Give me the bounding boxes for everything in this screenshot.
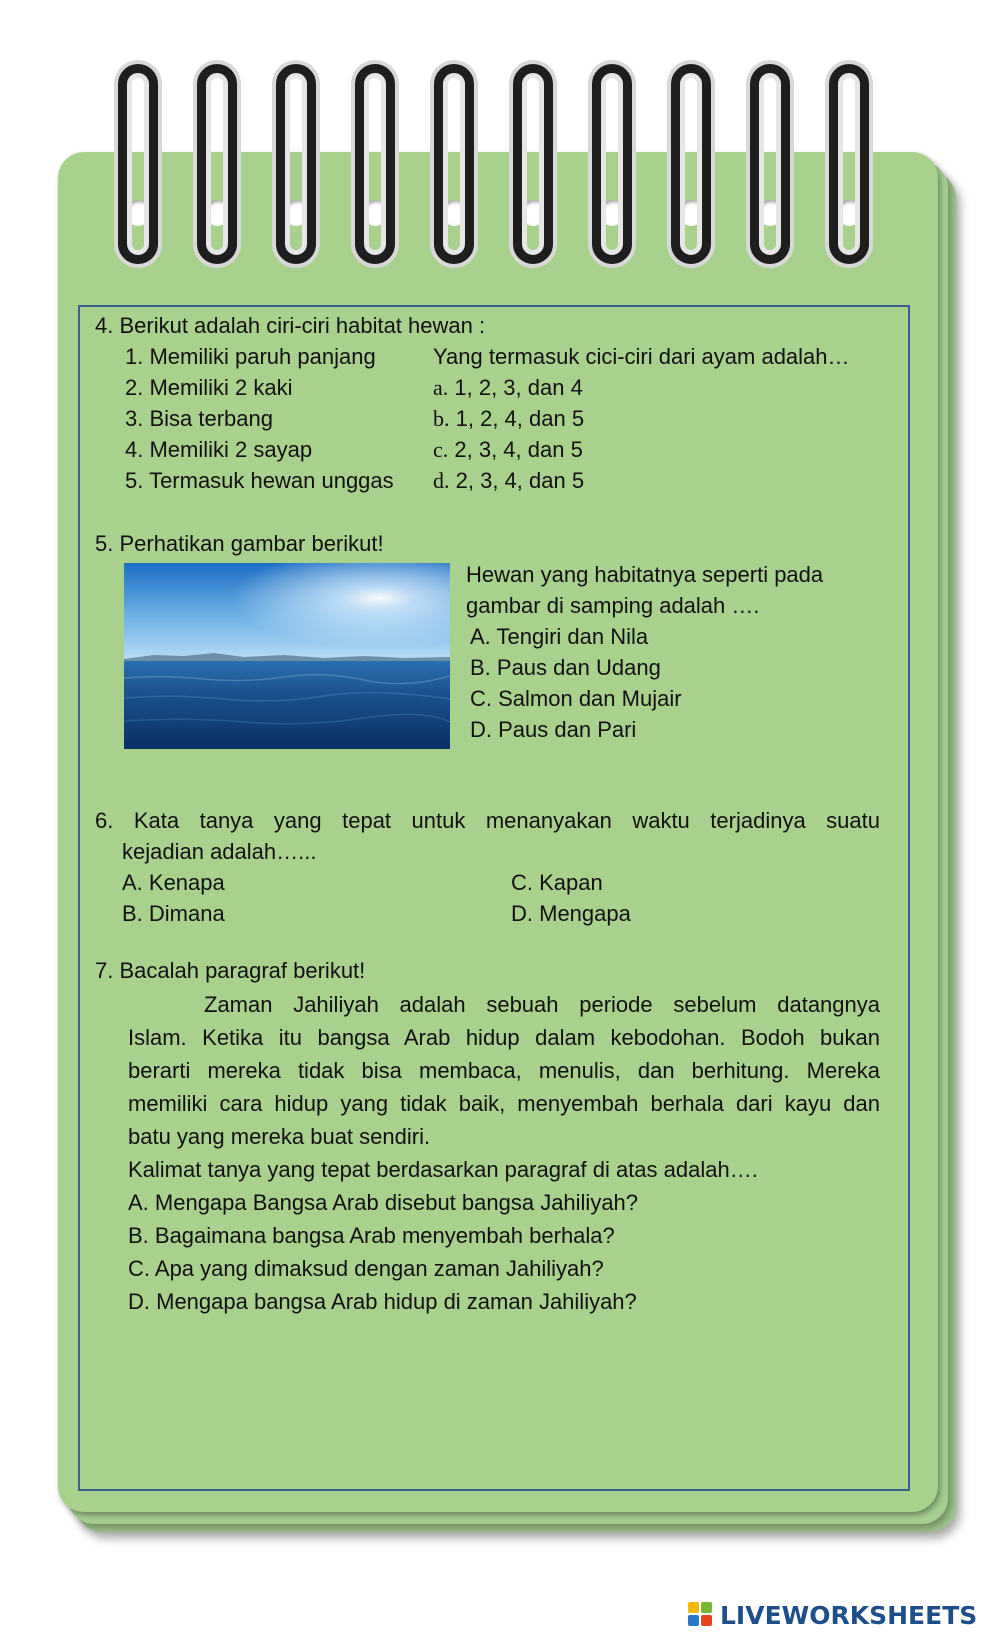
spiral-ring xyxy=(276,64,316,264)
q7-paragraph-line: memiliki cara hidup yang tidak baik, menyembah berhala dari kayu dan xyxy=(128,1091,880,1116)
q7-prompt: Kalimat tanya yang tepat berdasarkan paragraf di atas adalah…. xyxy=(128,1157,758,1182)
option-text: 2, 3, 4, dan 5 xyxy=(454,437,583,462)
q5-option-b[interactable]: B. Paus dan Udang xyxy=(470,655,661,680)
spiral-ring xyxy=(671,64,711,264)
logo-mark-icon xyxy=(688,1602,714,1628)
option-text: 2, 3, 4, dan 5 xyxy=(455,468,585,493)
option-letter: d. xyxy=(433,468,450,493)
q4-title: 4. Berikut adalah ciri-ciri habitat hewan : xyxy=(95,313,486,338)
q6-option-d[interactable]: D. Mengapa xyxy=(511,901,631,926)
sea-image xyxy=(124,563,450,749)
spiral-ring xyxy=(829,64,869,264)
q7-option-b[interactable]: B. Bagaimana bangsa Arab menyembah berhala? xyxy=(128,1223,615,1248)
q6-option-a[interactable]: A. Kenapa xyxy=(122,870,225,895)
q4-option-a[interactable] xyxy=(433,373,583,403)
q4-item: 5. Termasuk hewan unggas xyxy=(125,468,394,493)
spiral-ring xyxy=(118,64,158,264)
q7-option-a[interactable]: A. Mengapa Bangsa Arab disebut bangsa Jahiliyah? xyxy=(128,1190,639,1215)
liveworksheets-logo xyxy=(688,1598,977,1632)
q5-title: 5. Perhatikan gambar berikut! xyxy=(95,531,384,556)
spiral-ring xyxy=(355,64,395,264)
q5-prompt-line1: Hewan yang habitatnya seperti pada xyxy=(466,562,824,587)
option-letter: a. xyxy=(433,375,449,400)
spiral-ring xyxy=(434,64,474,264)
q4-item: 4. Memiliki 2 sayap xyxy=(125,437,313,462)
q5-prompt-line2: gambar di samping adalah …. xyxy=(466,593,760,618)
q6-text-line1: 6. Kata tanya yang tepat untuk menanyakan waktu terjadinya suatu xyxy=(95,808,880,833)
q4-item: 2. Memiliki 2 kaki xyxy=(125,375,293,400)
option-text: 1, 2, 3, dan 4 xyxy=(454,375,583,400)
logo-text: LIVEWORKSHEETS xyxy=(720,1600,978,1630)
q7-paragraph-line: batu yang mereka buat sendiri. xyxy=(128,1124,431,1149)
spiral-ring xyxy=(750,64,790,264)
q5-option-c[interactable]: C. Salmon dan Mujair xyxy=(470,686,682,711)
q6-option-b[interactable]: B. Dimana xyxy=(122,901,225,926)
spiral-ring xyxy=(592,64,632,264)
q7-paragraph-line: Zaman Jahiliyah adalah sebuah periode sebelum datangnya xyxy=(204,992,880,1017)
option-letter: c. xyxy=(433,437,449,462)
q6-option-c[interactable]: C. Kapan xyxy=(511,870,603,895)
q5-option-a[interactable]: A. Tengiri dan Nila xyxy=(470,624,649,649)
spiral-ring xyxy=(513,64,553,264)
q4-item: 1. Memiliki paruh panjang xyxy=(125,344,376,369)
q7-option-c[interactable]: C. Apa yang dimaksud dengan zaman Jahiliyah? xyxy=(128,1256,604,1281)
option-letter: b. xyxy=(433,406,450,431)
q5-option-d[interactable]: D. Paus dan Pari xyxy=(470,717,637,742)
q7-paragraph-line: berarti mereka tidak bisa membaca, menulis, dan berhitung. Mereka xyxy=(128,1058,880,1083)
q4-option-c[interactable] xyxy=(433,435,583,465)
q7-title: 7. Bacalah paragraf berikut! xyxy=(95,958,366,983)
q7-paragraph-line: Islam. Ketika itu bangsa Arab hidup dalam kebodohan. Bodoh bukan xyxy=(128,1025,880,1050)
spiral-ring xyxy=(197,64,237,264)
q4-item: 3. Bisa terbang xyxy=(125,406,273,431)
q4-option-d[interactable] xyxy=(433,466,584,496)
q4-option-b[interactable] xyxy=(433,404,584,434)
q4-prompt: Yang termasuk cici-ciri dari ayam adalah… xyxy=(433,344,850,369)
option-text: 1, 2, 4, dan 5 xyxy=(455,406,585,431)
q6-text-line2: kejadian adalah…... xyxy=(122,839,317,864)
q7-option-d[interactable]: D. Mengapa bangsa Arab hidup di zaman Jahiliyah? xyxy=(128,1289,637,1314)
